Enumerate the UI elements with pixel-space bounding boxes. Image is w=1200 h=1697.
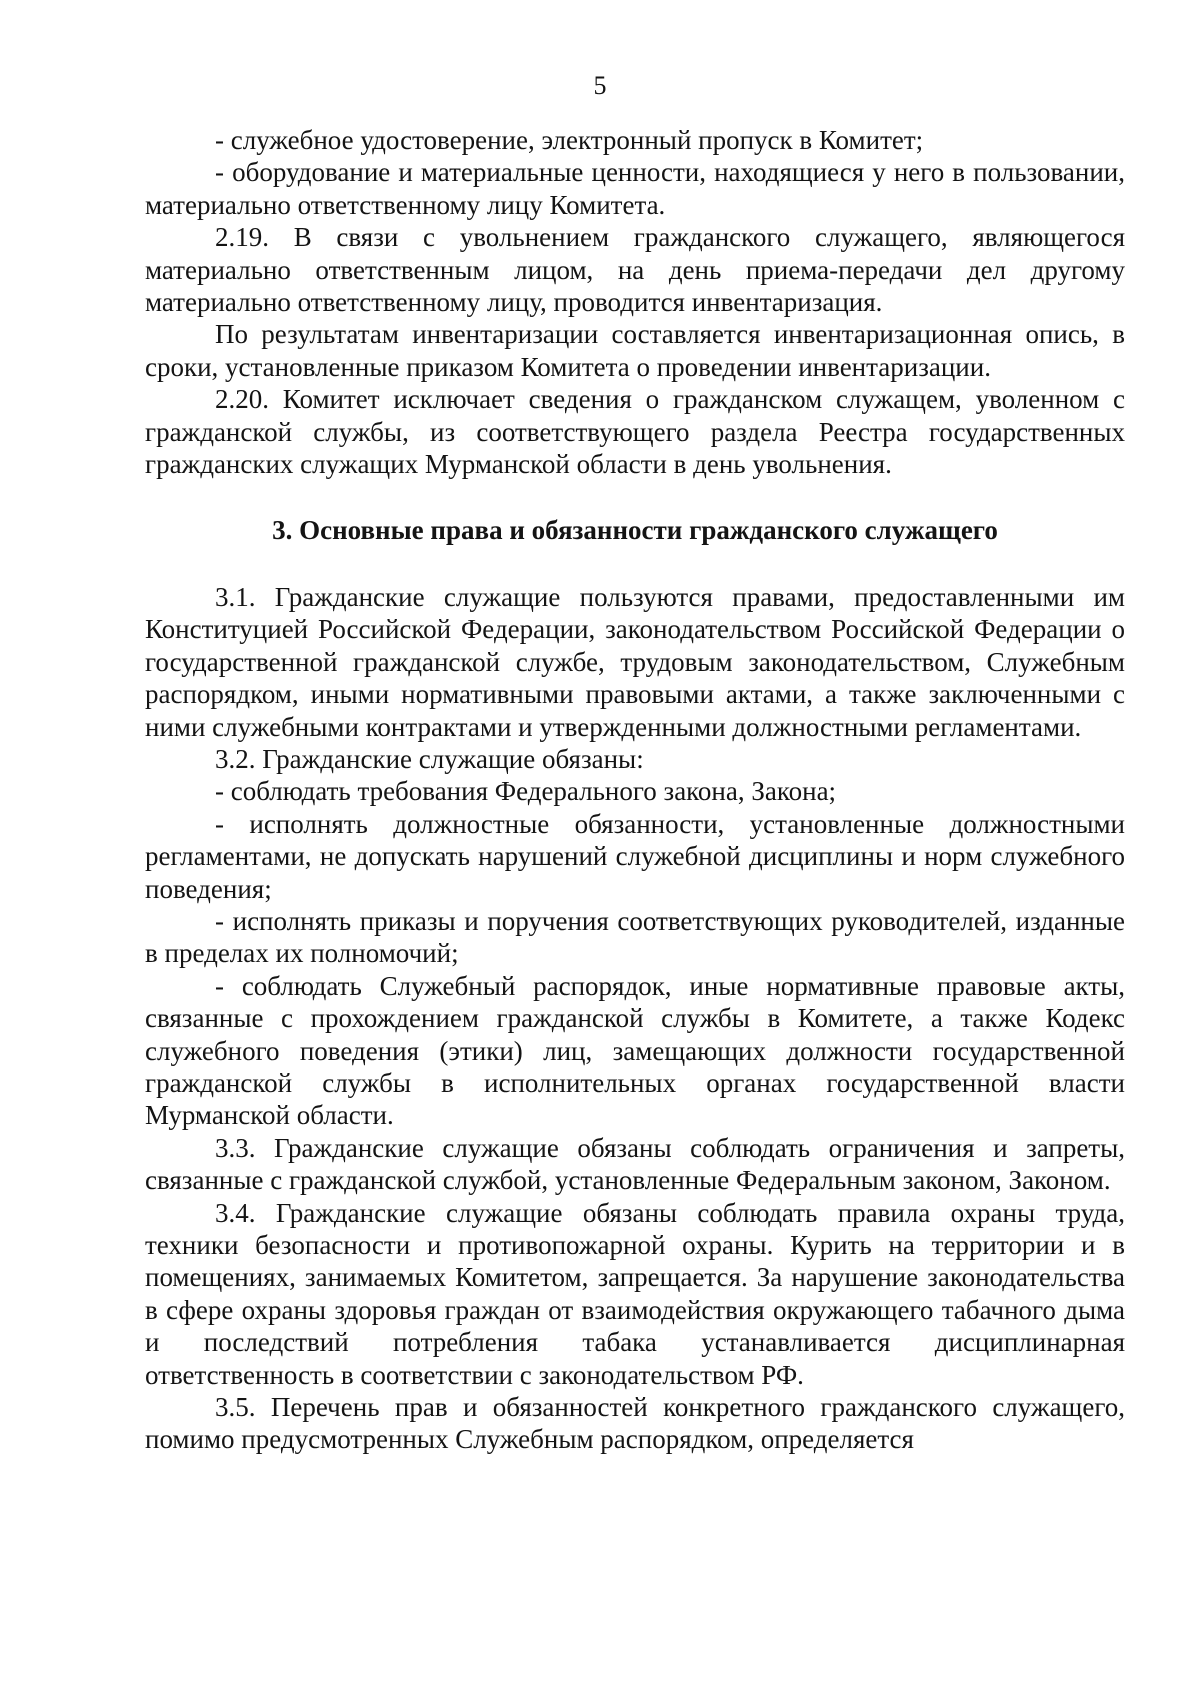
paragraph-inventory: По результатам инвентаризации составляется инвентаризационная опись, в сроки, установленные приказом Комитета о проведении инвентаризации. [145,319,1125,382]
paragraph-duty-3: - исполнять приказы и поручения соответствующих руководителей, изданные в пределах их полномочий; [145,905,1125,969]
paragraph-3-3: 3.3. Гражданские служащие обязаны соблюдать ограничения и запреты, связанные с гражданской службой, установленные Федеральным законом, Законом. [145,1132,1125,1196]
document-body [145,124,1125,1456]
paragraph-item-2: - оборудование и материальные ценности, находящиеся у него в пользовании, материально ответственному лицу Комитета. [145,157,1125,220]
paragraph-duty-1: - соблюдать требования Федерального закона, Закона; [215,776,837,807]
paragraph-2-19: 2.19. В связи с увольнением гражданского служащего, являющегося материально ответственным лицом, на день приема-передачи дел другому материально ответственному лицу, проводится инвентаризация. [145,222,1125,318]
paragraph-3-5: 3.5. Перечень прав и обязанностей конкретного гражданского служащего, помимо предусмотренных Служебным распорядком, определяется [145,1392,1125,1455]
paragraph-item-1: - служебное удостоверение, электронный пропуск в Комитет; [215,125,924,155]
paragraph-3-4: 3.4. Гражданские служащие обязаны соблюдать правила охраны труда, техники безопасности и противопожарной охраны. Курить на территории и в помещениях, занимаемых Комитетом, запрещается. За нарушение законодательства в сфере охраны здоровья граждан от взаимодействия окружающего табачного дыма и последствий потребления табака устанавливается дисциплинарная ответственность в соответствии с законодательством РФ. [145,1197,1125,1390]
page-number: 5 [593,71,607,100]
section-heading: 3. Основные права и обязанности гражданского служащего [272,515,998,546]
paragraph-3-2: 3.2. Гражданские служащие обязаны: [215,743,644,774]
paragraph-3-1: 3.1. Гражданские служащие пользуются правами, предоставленными им Конституцией Российской Федерации, законодательством Российской Федерации о государственной гражданской службе, трудовым законодательством, Служебным распорядком, иными нормативными правовыми актами, а также заключенными с ними служебными контрактами и утвержденными должностными регламентами. [145,581,1125,742]
paragraph-duty-4: - соблюдать Служебный распорядок, иные нормативные правовые акты, связанные с прохождением гражданской службы в Комитете, а также Кодекс служебного поведения (этики) лиц, замещающих должности государственной гражданской службы в исполнительных органах государственной власти Мурманской области. [145,970,1125,1131]
paragraph-2-20: 2.20. Комитет исключает сведения о гражданском служащем, уволенном с гражданской службы, из соответствующего раздела Реестра государственных гражданских служащих Мурманской области в день увольнения. [145,384,1125,480]
paragraph-duty-2: - исполнять должностные обязанности, установленные должностными регламентами, не допускать нарушений служебной дисциплины и норм служебного поведения; [145,808,1125,904]
